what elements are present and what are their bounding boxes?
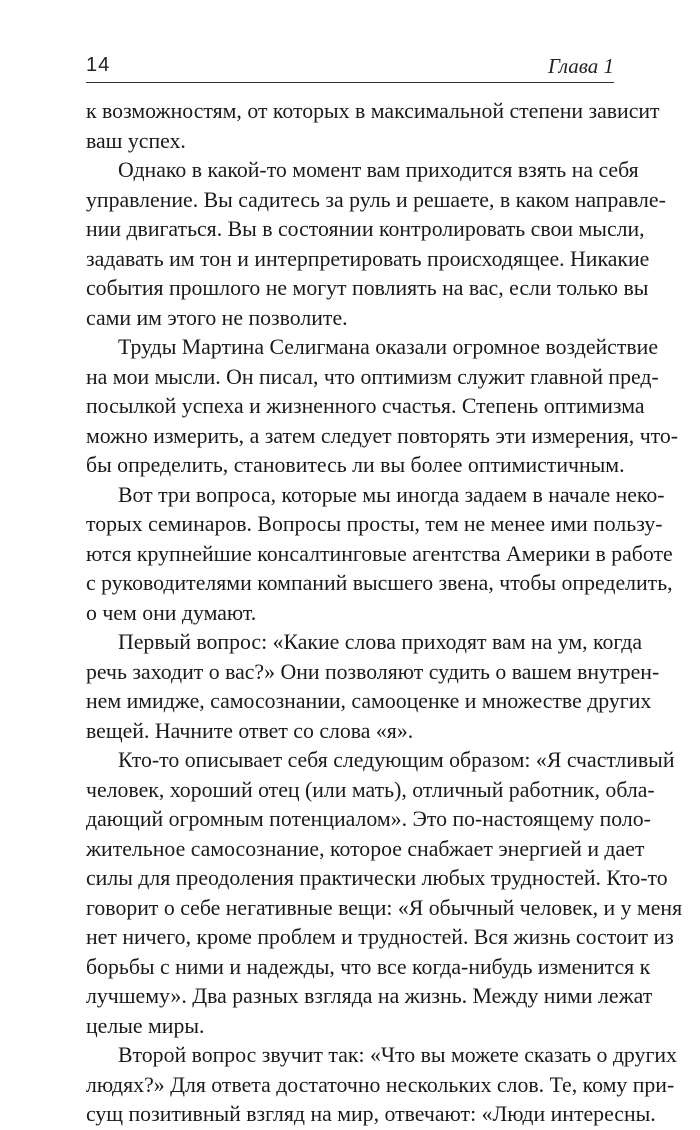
chapter-title: Глава 1	[548, 54, 614, 78]
body-text	[86, 97, 683, 1130]
text-line: задавать им тон и интерпретировать происходящее. Никакие	[86, 246, 650, 271]
text-line: человек, хороший отец (или мать), отличный работник, обла-	[86, 777, 655, 802]
text-line: людях?» Для ответа достаточно нескольких слов. Те, кому при-	[86, 1072, 675, 1097]
text-line: целые миры.	[86, 1013, 205, 1038]
text-line: о чем они думают.	[86, 600, 257, 625]
text-line: на мои мысли. Он писал, что оптимизм служит главной пред-	[86, 364, 659, 389]
text-line: бы определить, становитесь ли вы более оптимистичным.	[86, 453, 625, 477]
text-line: с руководителями компаний высшего звена, чтобы определить,	[86, 571, 673, 595]
text-line: к возможностям, от которых в максимальной степени зависит	[86, 99, 660, 123]
text-line: Труды Мартина Селигмана оказали огромное воздействие	[118, 335, 659, 359]
text-line: Второй вопрос звучит так: «Что вы можете сказать о других	[118, 1043, 677, 1067]
text-line: управление. Вы садитесь за руль и решаете, в каком направле-	[86, 187, 666, 212]
book-page	[86, 52, 683, 1130]
text-line: сущ позитивный взгляд на мир, отвечают: «Люди интересны.	[86, 1102, 656, 1126]
text-line: дающий огромным потенциалом». Это по-настоящему поло-	[86, 807, 651, 831]
text-line: ваш успех.	[86, 128, 186, 153]
page-number: 14	[86, 54, 111, 76]
text-line: нии двигаться. Вы в состоянии контролировать свои мысли,	[86, 217, 645, 241]
text-line: нет ничего, кроме проблем и трудностей. Вся жизнь состоит из	[86, 925, 674, 949]
text-line: нем имидже, самосознании, самооценке и множестве других	[86, 689, 652, 713]
text-line: речь заходит о вас?» Они позволяют судить о вашем внутрен-	[86, 659, 660, 684]
text-line: вещей. Начните ответ со слова «я».	[86, 718, 414, 743]
text-line: борьбы с ними и надежды, что все когда-нибудь изменится к	[86, 954, 651, 979]
text-line: можно измерить, а затем следует повторять эти измерения, что-	[86, 423, 679, 448]
text-line: торых семинаров. Вопросы просты, тем не менее ими пользу-	[86, 512, 663, 536]
text-line: сами им этого не позволите.	[86, 305, 348, 330]
text-line: силы для преодоления практически любых трудностей. Кто-то	[86, 866, 668, 890]
text-line: Вот три вопроса, которые мы иногда задаем в начале неко-	[118, 482, 665, 507]
text-line: Первый вопрос: «Какие слова приходят вам на ум, когда	[118, 630, 643, 654]
text-line: говорит о себе негативные вещи: «Я обычный человек, и у меня	[86, 895, 683, 920]
text-line: ются крупнейшие консалтинговые агентства Америки в работе	[86, 541, 673, 566]
text-line: посылкой успеха и жизненного счастья. Степень оптимизма	[86, 394, 645, 418]
text-line: лучшему». Два разных взгляда на жизнь. Между ними лежат	[86, 984, 653, 1008]
running-header	[86, 52, 614, 83]
text-line: события прошлого не могут повлиять на вас, если только вы	[86, 276, 649, 300]
text-line: Однако в какой-то момент вам приходится взять на себя	[118, 158, 639, 182]
text-line: жительное самосознание, которое снабжает энергией и дает	[86, 836, 645, 861]
text-line: Кто-то описывает себя следующим образом: «Я счастливый	[118, 748, 675, 772]
